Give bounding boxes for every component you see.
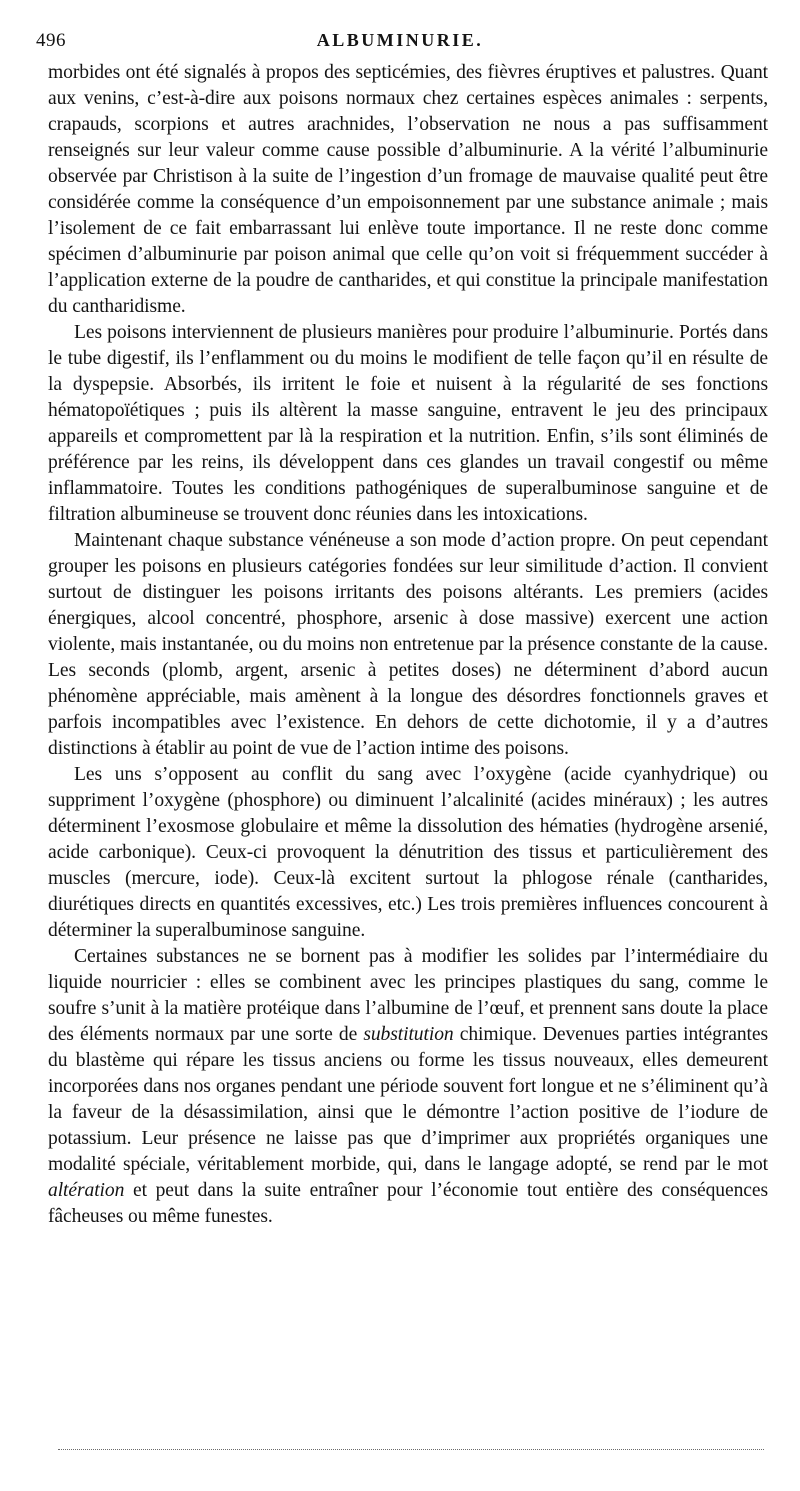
paragraph-5 xyxy=(48,944,768,1230)
body-text xyxy=(48,60,768,1230)
paragraph-5-segment: chimique. Devenues parties intégrantes du blastème qui répare les tissus anciens ou forme les tissus nouveaux, elles demeurent incorporées dans nos organes pendant une période souvent fort longue et ne s’éliminent qu’à la faveur de la désassimilation, ainsi que le démontre l’action positive de l’iodure de potassium. Leur présence ne laisse pas que d’imprimer aux propriétés organiques une modalité spéciale, véritablement morbide, qui, dans le langage adopté, se rend par le mot xyxy=(48,1024,768,1175)
paragraph-1: morbides ont été signalés à propos des septicémies, des fièvres éruptives et palustres. Quant aux venins, c’est-à-dire aux poisons normaux chez certaines espèces animales : serpents, crapauds, scorpions et autres arachnides, l’observation ne nous a pas suffisamment renseignés sur leur valeur comme cause possible d’albuminurie. A la vérité l’albuminurie observée par Christison à la suite de l’ingestion d’un fromage de mauvaise qualité peut être considérée comme la conséquence d’un empoisonnement par une substance animale ; mais l’isolement de ce fait embarrassant lui enlève toute importance. Il ne reste donc comme spécimen d’albuminurie par poison animal que celle qu’on voit si fréquemment succéder à l’application externe de la poudre de cantharides, et qui constitue la principale manifestation du cantharidisme. xyxy=(48,62,768,317)
paragraph-2: Les poisons interviennent de plusieurs manières pour produire l’albuminurie. Portés dans le tube digestif, ils l’enflamment ou du moins le modifient de telle façon qu’il en résulte de la dyspepsie. Absorbés, ils irritent le foie et nuisent à la régularité de ses fonctions hématopoïétiques ; puis ils altèrent la masse sanguine, entravent le jeu des principaux appareils et compromettent par là la respiration et la nutrition. Enfin, s’ils sont éliminés de préférence par les reins, ils développent dans ces glandes un travail congestif ou même inflammatoire. Toutes les conditions pathogéniques de superalbuminose sanguine et de filtration albumineuse se trouvent donc réunies dans les intoxications. xyxy=(48,322,768,525)
footer-dotted-rule xyxy=(58,1449,764,1450)
paragraph-5-segment: Certaines substances ne se bornent pas à modifier les solides par l’intermédiaire du liquide nourricier : elles se combinent avec les principes plastiques du sang, comme le soufre s’unit à la matière protéique dans l’albumine de l’œuf, et prennent sans doute la place des éléments normaux par une sorte de xyxy=(48,946,768,1045)
italic-term-substitution: substitution xyxy=(363,1024,454,1045)
page-number: 496 xyxy=(36,30,66,51)
paragraph-4: Les uns s’opposent au conflit du sang avec l’oxygène (acide cyanhydrique) ou suppriment l’oxygène (phosphore) ou diminuent l’alcalinité (acides minéraux) ; les autres déterminent l’exosmose globulaire et même la dissolution des hématies (hydrogène arsenié, acide carbonique). Ceux-ci provoquent la dénutrition des tissus et particulièrement des muscles (mercure, iode). Ceux-là excitent surtout la phlogose rénale (cantharides, diurétiques directs en quantités excessives, etc.) Les trois premières influences concourent à déterminer la superalbuminose sanguine. xyxy=(48,764,768,941)
running-title: ALBUMINURIE. xyxy=(316,30,484,50)
paragraph-3: Maintenant chaque substance vénéneuse a son mode d’action propre. On peut cependant grouper les poisons en plusieurs catégories fondées sur leur similitude d’action. Il convient surtout de distinguer les poisons irritants des poisons altérants. Les premiers (acides énergiques, alcool concentré, phosphore, arsenic à dose massive) exercent une action violente, mais instantanée, ou du moins non entretenue par la présence constante de la cause. Les seconds (plomb, argent, arsenic à petites doses) ne déterminent d’abord aucun phénomène appréciable, mais amènent à la longue des désordres fonctionnels graves et parfois incompatibles avec l’existence. En dehors de cette dichotomie, il y a d’autres distinctions à établir au point de vue de l’action intime des poisons. xyxy=(48,530,768,759)
running-head xyxy=(36,30,764,58)
paragraph-5-segment: et peut dans la suite entraîner pour l’économie tout entière des conséquences fâcheuses ou même funestes. xyxy=(48,1180,768,1227)
italic-term-alteration: altération xyxy=(48,1180,125,1201)
